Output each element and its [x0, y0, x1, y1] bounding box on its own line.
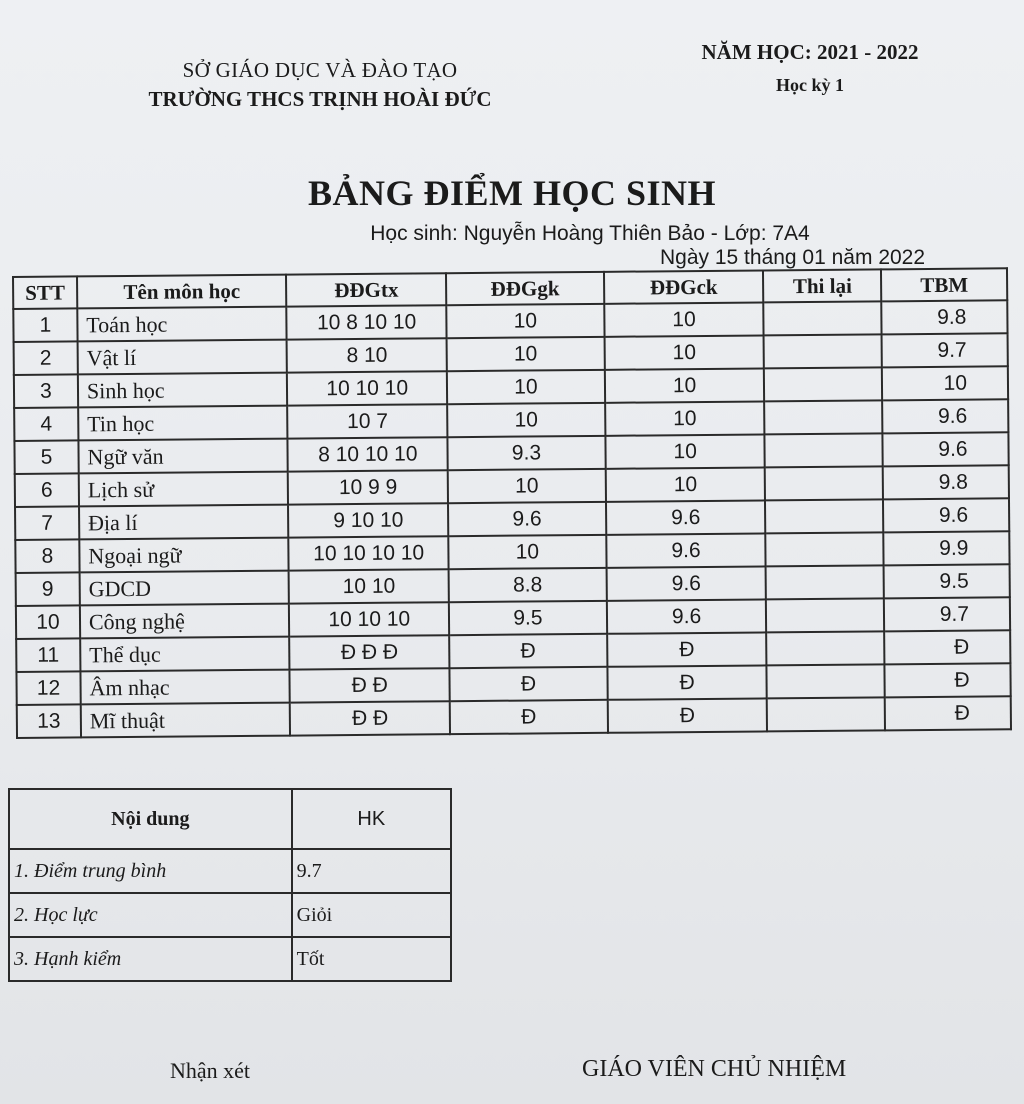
header-left — [130, 58, 510, 112]
cell-subject: Âm nhạc — [80, 670, 290, 705]
cell-thilai — [764, 367, 882, 401]
cell-ddgtx: 10 10 — [289, 569, 449, 603]
cell-ddgck: 10 — [604, 335, 764, 369]
cell-ddgtx: 10 10 10 10 — [289, 536, 449, 570]
cell-subject: Lịch sử — [79, 472, 289, 507]
cell-stt: 3 — [14, 374, 78, 408]
cell-stt: 12 — [16, 671, 80, 705]
cell-tbm: 10 — [882, 366, 1008, 400]
cell-ddgck: 10 — [604, 302, 764, 336]
summary-header-hk: HK — [292, 789, 451, 849]
cell-stt: 5 — [14, 440, 78, 474]
cell-subject: Địa lí — [79, 505, 289, 540]
cell-ddgck: 10 — [605, 434, 765, 468]
cell-stt: 1 — [13, 308, 77, 342]
col-header-stt: STT — [13, 276, 77, 309]
cell-stt: 10 — [16, 605, 80, 639]
cell-tbm: 9.7 — [884, 597, 1010, 631]
cell-ddgck: Đ — [607, 698, 767, 732]
cell-subject: Mĩ thuật — [81, 703, 291, 738]
cell-subject: Sinh học — [78, 373, 288, 408]
cell-thilai — [766, 532, 884, 566]
summary-value: Tốt — [292, 937, 451, 981]
cell-tbm: 9.6 — [883, 432, 1009, 466]
cell-thilai — [767, 664, 885, 698]
cell-ddgtx: Đ Đ — [290, 668, 450, 702]
cell-tbm: 9.9 — [883, 531, 1009, 565]
cell-stt: 2 — [14, 341, 78, 375]
cell-ddgck: 10 — [605, 368, 765, 402]
cell-ddgtx: 8 10 — [287, 338, 447, 372]
header-right — [660, 40, 960, 96]
cell-thilai — [765, 499, 883, 533]
page-title: BẢNG ĐIỂM HỌC SINH — [307, 173, 717, 213]
col-header-tbm: TBM — [881, 268, 1007, 301]
semester: Học kỳ 1 — [775, 75, 844, 95]
cell-tbm: Đ — [885, 696, 1011, 730]
cell-ddggk: 9.5 — [449, 601, 607, 635]
grades-table — [12, 267, 1012, 739]
cell-ddgtx: 9 10 10 — [288, 503, 448, 537]
cell-ddggk: 10 — [447, 403, 605, 437]
cell-tbm: 9.6 — [883, 498, 1009, 532]
cell-thilai — [766, 598, 884, 632]
summary-row — [9, 937, 451, 981]
cell-stt: 4 — [14, 407, 78, 441]
remarks-label: Nhận xét — [170, 1058, 251, 1083]
cell-subject: Ngoại ngữ — [79, 538, 289, 573]
cell-thilai — [764, 301, 882, 335]
cell-ddggk: Đ — [449, 634, 607, 668]
cell-tbm: 9.8 — [881, 300, 1007, 334]
cell-ddggk: 10 — [448, 469, 606, 503]
cell-ddgtx: 10 9 9 — [288, 470, 448, 504]
cell-thilai — [766, 565, 884, 599]
school-year: NĂM HỌC: 2021 - 2022 — [701, 40, 919, 64]
cell-ddggk: 10 — [447, 370, 605, 404]
cell-ddgtx: Đ Đ Đ — [290, 635, 450, 669]
cell-stt: 9 — [16, 572, 80, 606]
cell-ddggk: 10 — [446, 304, 604, 338]
summary-label: 3. Hạnh kiểm — [9, 937, 292, 981]
summary-label: 1. Điểm trung bình — [9, 849, 292, 893]
cell-subject: Toán học — [77, 307, 287, 342]
summary-value: 9.7 — [292, 849, 451, 893]
summary-header-row — [9, 789, 451, 849]
col-header-ddgtx: ĐĐGtx — [286, 273, 446, 306]
cell-thilai — [767, 631, 885, 665]
cell-subject: GDCD — [79, 571, 289, 606]
cell-ddggk: 8.8 — [449, 568, 607, 602]
cell-thilai — [767, 697, 885, 731]
department-name: SỞ GIÁO DỤC VÀ ĐÀO TẠO — [182, 58, 458, 82]
cell-stt: 11 — [16, 638, 80, 672]
cell-tbm: 9.8 — [883, 465, 1009, 499]
cell-thilai — [765, 466, 883, 500]
cell-ddgck: 10 — [605, 467, 765, 501]
summary-row — [9, 893, 451, 937]
cell-tbm: Đ — [884, 630, 1010, 664]
cell-ddggk: Đ — [450, 667, 608, 701]
cell-ddgtx: 8 10 10 10 — [288, 437, 448, 471]
cell-ddggk: 10 — [448, 535, 606, 569]
cell-ddgtx: Đ Đ — [290, 701, 450, 735]
cell-subject: Tin học — [78, 406, 288, 441]
col-header-ddggk: ĐĐGgk — [446, 272, 604, 305]
cell-ddgck: Đ — [607, 632, 767, 666]
summary-header-content: Nội dung — [9, 789, 292, 849]
cell-thilai — [764, 334, 882, 368]
cell-ddggk: 9.6 — [448, 502, 606, 536]
cell-tbm: 9.6 — [882, 399, 1008, 433]
col-header-subject: Tên môn học — [77, 275, 287, 309]
cell-stt: 6 — [15, 473, 79, 507]
cell-ddgtx: 10 10 10 — [289, 602, 449, 636]
cell-ddggk: 10 — [447, 337, 605, 371]
cell-stt: 7 — [15, 506, 79, 540]
summary-value: Giỏi — [292, 893, 451, 937]
cell-tbm: 9.7 — [882, 333, 1008, 367]
cell-ddgck: Đ — [607, 665, 767, 699]
cell-ddgtx: 10 7 — [288, 404, 448, 438]
homeroom-teacher-label: GIÁO VIÊN CHỦ NHIỆM — [582, 1056, 847, 1082]
cell-ddgck: 9.6 — [606, 500, 766, 534]
report-date: Ngày 15 tháng 01 năm 2022 — [660, 246, 926, 269]
student-line: Học sinh: Nguyễn Hoàng Thiên Bảo - Lớp: 7A4 — [370, 222, 810, 245]
cell-subject: Thể dục — [80, 637, 290, 672]
cell-ddgtx: 10 8 10 10 — [287, 305, 447, 339]
cell-stt: 13 — [17, 704, 81, 738]
summary-table — [8, 788, 452, 982]
summary-label: 2. Học lực — [9, 893, 292, 937]
summary-row — [9, 849, 451, 893]
school-name: TRƯỜNG THCS TRỊNH HOÀI ĐỨC — [148, 87, 492, 111]
cell-ddggk: 9.3 — [448, 436, 606, 470]
col-header-ddgck: ĐĐGck — [604, 270, 764, 303]
cell-stt: 8 — [15, 539, 79, 573]
cell-ddgck: 9.6 — [606, 566, 766, 600]
cell-thilai — [765, 400, 883, 434]
col-header-thilai: Thi lại — [763, 269, 881, 302]
cell-tbm: Đ — [885, 663, 1011, 697]
cell-subject: Công nghệ — [80, 604, 290, 639]
cell-ddggk: Đ — [450, 700, 608, 734]
cell-subject: Vật lí — [77, 340, 287, 375]
cell-thilai — [765, 433, 883, 467]
cell-ddgck: 9.6 — [607, 599, 767, 633]
cell-ddgtx: 10 10 10 — [287, 371, 447, 405]
cell-subject: Ngữ văn — [78, 439, 288, 474]
cell-tbm: 9.5 — [884, 564, 1010, 598]
cell-ddgck: 10 — [605, 401, 765, 435]
cell-ddgck: 9.6 — [606, 533, 766, 567]
